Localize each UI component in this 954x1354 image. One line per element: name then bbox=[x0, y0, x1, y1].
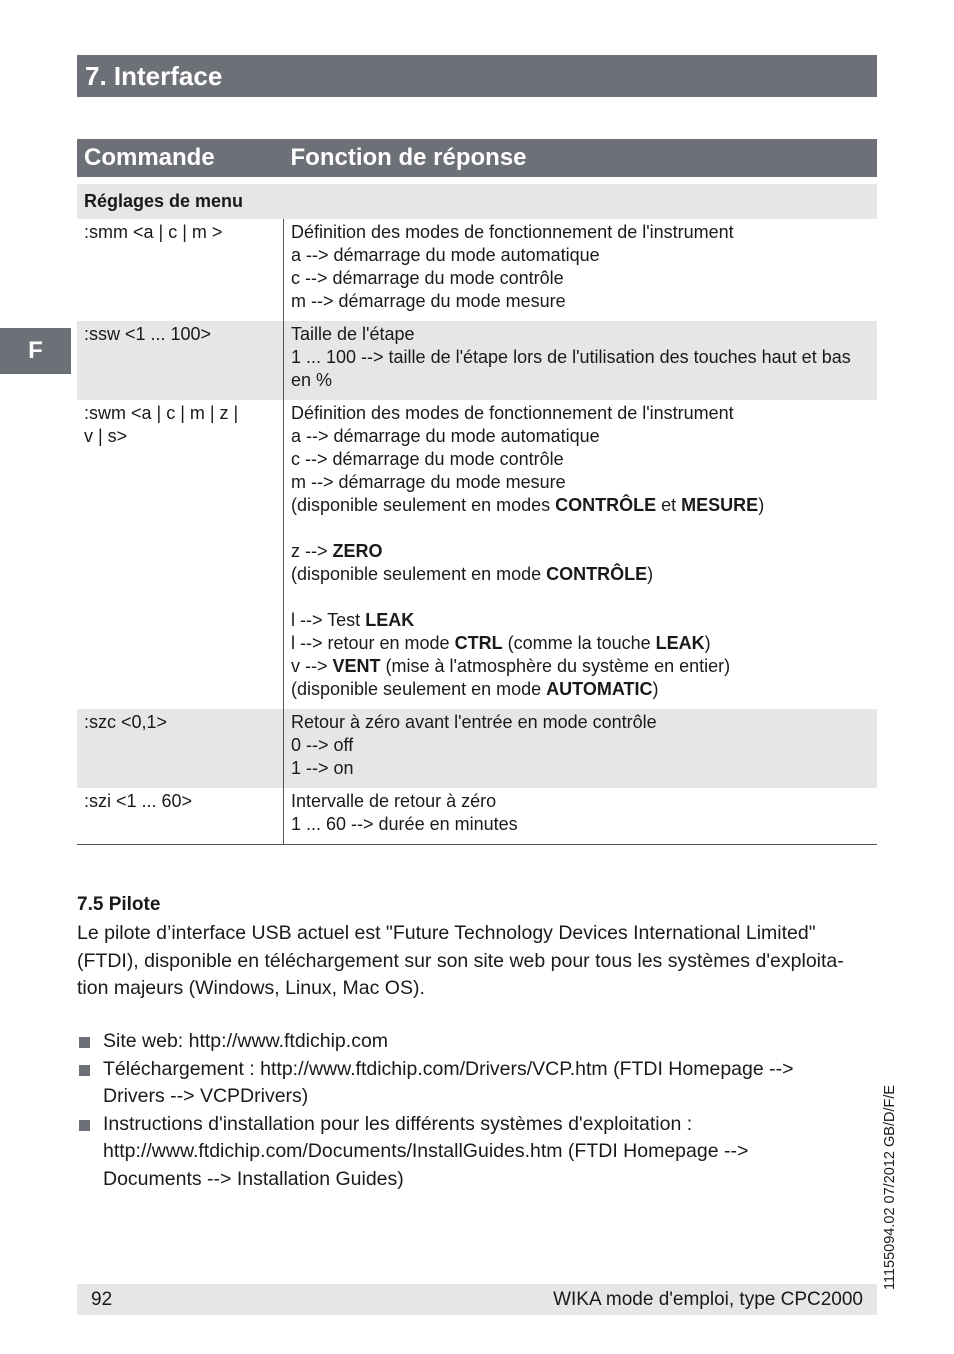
response-cell bbox=[284, 709, 878, 788]
response-keyword: CONTRÔLE bbox=[546, 564, 648, 584]
command-cell bbox=[77, 400, 284, 709]
response-text: Intervalle de retour à zéro bbox=[291, 791, 497, 811]
bullet-square-icon bbox=[79, 1037, 90, 1048]
group-label: Réglages de menu bbox=[77, 184, 877, 219]
response-text: m --> démarrage du mode mesure bbox=[291, 472, 566, 492]
document-title: WIKA mode d'emploi, type CPC2000 bbox=[553, 1289, 863, 1310]
response-line bbox=[291, 494, 870, 517]
table-row bbox=[77, 321, 877, 400]
response-line bbox=[291, 267, 870, 290]
response-text: c --> démarrage du mode contrôle bbox=[291, 268, 564, 288]
response-text: Taille de l'étape bbox=[291, 324, 415, 344]
driver-links-list bbox=[77, 1028, 877, 1193]
document-code: 11155094.02 07/2012 GB/D/F/E bbox=[882, 1084, 898, 1290]
subsection-title: 7.5 Pilote bbox=[77, 894, 161, 915]
response-keyword: CONTRÔLE bbox=[555, 495, 657, 515]
command-text: :szi <1 ... 60> bbox=[84, 791, 193, 811]
table-row bbox=[77, 788, 877, 845]
response-line bbox=[291, 323, 870, 346]
response-text: l --> retour en mode bbox=[291, 633, 455, 653]
response-text: (comme la touche bbox=[502, 633, 656, 653]
response-text: 1 ... 60 --> durée en minutes bbox=[291, 814, 518, 834]
response-text: z --> bbox=[291, 541, 333, 561]
page-number: 92 bbox=[91, 1289, 113, 1310]
response-line bbox=[291, 655, 870, 678]
command-text: :szc <0,1> bbox=[84, 712, 168, 732]
response-cell bbox=[284, 400, 878, 709]
table-row bbox=[77, 709, 877, 788]
section-title: 7. Interface bbox=[77, 55, 877, 97]
list-item-text: Documents --> Installation Guides) bbox=[103, 1167, 404, 1190]
header-response: Fonction de réponse bbox=[284, 139, 878, 177]
response-line bbox=[291, 757, 870, 780]
command-cell bbox=[77, 788, 284, 845]
header-command: Commande bbox=[77, 139, 284, 177]
bullet-square-icon bbox=[79, 1120, 90, 1131]
response-line bbox=[291, 448, 870, 471]
response-text: (disponible seulement en mode bbox=[291, 679, 547, 699]
response-text: 1 --> on bbox=[291, 758, 354, 778]
command-table bbox=[77, 139, 877, 845]
response-line bbox=[291, 813, 870, 836]
response-line bbox=[291, 221, 870, 244]
response-text: a --> démarrage du mode automatique bbox=[291, 426, 600, 446]
paragraph-line: Le pilote d’interface USB actuel est "Future Technology Devices International Limited" bbox=[77, 922, 816, 944]
response-keyword: AUTOMATIC bbox=[546, 679, 653, 699]
response-keyword: LEAK bbox=[365, 610, 415, 630]
response-keyword: MESURE bbox=[681, 495, 759, 515]
response-text: ) bbox=[652, 679, 659, 699]
command-text: :ssw <1 ... 100> bbox=[84, 324, 212, 344]
response-line bbox=[291, 790, 870, 813]
response-text: Retour à zéro avant l'entrée en mode contrôle bbox=[291, 712, 657, 732]
response-line bbox=[291, 609, 870, 632]
response-text: l --> Test bbox=[291, 610, 366, 630]
driver-paragraph bbox=[77, 920, 877, 1003]
page-footer bbox=[77, 1284, 877, 1315]
response-text: ) bbox=[704, 633, 711, 653]
paragraph-line: (FTDI), disponible en téléchargement sur son site web pour tous les systèmes d'exploita- bbox=[77, 949, 844, 972]
command-text: :smm <a | c | m > bbox=[84, 222, 223, 242]
language-tab: F bbox=[0, 328, 71, 374]
command-cell bbox=[77, 219, 284, 321]
table-row bbox=[77, 400, 877, 709]
response-text: ) bbox=[758, 495, 765, 515]
response-text: ) bbox=[647, 564, 654, 584]
list-item bbox=[77, 1056, 877, 1111]
response-text: Définition des modes de fonctionnement de l'instrument bbox=[291, 403, 734, 423]
table-row bbox=[77, 219, 877, 321]
list-item-text: Drivers --> VCPDrivers) bbox=[103, 1085, 309, 1107]
bullet-square-icon bbox=[79, 1065, 90, 1076]
response-line bbox=[291, 244, 870, 267]
list-item-text: http://www.ftdichip.com/Documents/InstallGuides.htm (FTDI Homepage --> bbox=[103, 1140, 749, 1162]
table-header-row bbox=[77, 139, 877, 177]
response-line bbox=[291, 425, 870, 448]
response-keyword: CTRL bbox=[454, 633, 503, 653]
response-line bbox=[291, 471, 870, 494]
response-line bbox=[291, 290, 870, 313]
response-text: a --> démarrage du mode automatique bbox=[291, 245, 600, 265]
response-cell bbox=[284, 219, 878, 321]
response-line bbox=[291, 346, 870, 369]
response-line bbox=[291, 563, 870, 586]
response-line bbox=[291, 632, 870, 655]
response-line bbox=[291, 517, 870, 540]
response-text: (disponible seulement en modes bbox=[291, 495, 556, 515]
response-text: (mise à l'atmosphère du système en entier) bbox=[380, 656, 731, 676]
response-text: et bbox=[656, 495, 682, 515]
response-text: Définition des modes de fonctionnement de l'instrument bbox=[291, 222, 734, 242]
response-text: en % bbox=[291, 370, 333, 390]
response-cell bbox=[284, 321, 878, 400]
response-line bbox=[291, 711, 870, 734]
response-text: (disponible seulement en mode bbox=[291, 564, 547, 584]
list-item-text: Instructions d'installation pour les différents systèmes d'exploitation : bbox=[103, 1112, 693, 1135]
response-cell bbox=[284, 788, 878, 845]
paragraph-line: tion majeurs (Windows, Linux, Mac OS). bbox=[77, 977, 425, 999]
command-text: v | s> bbox=[84, 426, 128, 446]
list-item-text: Site web: http://www.ftdichip.com bbox=[103, 1030, 389, 1052]
list-item bbox=[77, 1028, 877, 1056]
response-line bbox=[291, 586, 870, 609]
command-cell bbox=[77, 321, 284, 400]
list-item bbox=[77, 1111, 877, 1194]
response-line bbox=[291, 402, 870, 425]
response-line bbox=[291, 678, 870, 701]
response-text: v --> bbox=[291, 656, 333, 676]
response-text: c --> démarrage du mode contrôle bbox=[291, 449, 564, 469]
response-text: m --> démarrage du mode mesure bbox=[291, 291, 566, 311]
response-line bbox=[291, 540, 870, 563]
list-item-text: Téléchargement : http://www.ftdichip.com/Drivers/VCP.htm (FTDI Homepage --> bbox=[103, 1057, 794, 1080]
response-keyword: ZERO bbox=[332, 541, 383, 561]
response-text: 0 --> off bbox=[291, 735, 354, 755]
response-keyword: LEAK bbox=[655, 633, 705, 653]
table-group-row bbox=[77, 184, 877, 219]
command-text: :swm <a | c | m | z | bbox=[84, 403, 239, 423]
response-keyword: VENT bbox=[332, 656, 381, 676]
response-line bbox=[291, 734, 870, 757]
response-line bbox=[291, 369, 870, 392]
command-cell bbox=[77, 709, 284, 788]
response-text: 1 ... 100 --> taille de l'étape lors de l'utilisation des touches haut et bas bbox=[291, 347, 851, 367]
